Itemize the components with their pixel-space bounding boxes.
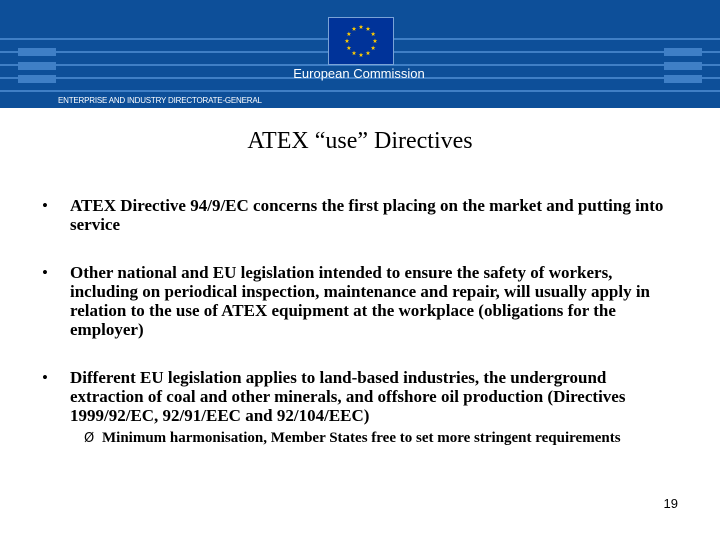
header-block: [664, 62, 702, 70]
slide-title: ATEX “use” Directives: [247, 128, 473, 154]
bullet-text: Other national and EU legislation intended to ensure the safety of workers, including on periodical inspection, maintenance and repair, will usually apply in relation to the use of ATEX equipment at the workplace (obligations for the employer): [70, 263, 651, 339]
flag-star: [371, 46, 376, 50]
flag-star: [359, 25, 364, 29]
bullet-item: [42, 196, 682, 234]
bullet-dot: •: [42, 368, 48, 387]
sub-bullet-text: Minimum harmonisation, Member States free to set more stringent requirements: [102, 430, 621, 446]
header-block: [664, 48, 702, 56]
flag-star: [345, 39, 350, 43]
bullet-dot: •: [42, 263, 48, 282]
bullet-text: ATEX Directive 94/9/EC concerns the first placing on the market and putting into service: [70, 196, 664, 234]
bullet-dot: •: [42, 196, 48, 215]
header-block: [18, 62, 56, 70]
header-block: [664, 75, 702, 83]
eu-flag-logo: [328, 17, 394, 65]
sub-bullet-item: [84, 430, 684, 447]
flag-star: [373, 39, 378, 43]
eu-stars-icon: [329, 18, 393, 64]
flag-star: [359, 53, 364, 57]
flag-star: [347, 32, 352, 36]
organization-name: European Commission: [293, 66, 425, 81]
flag-star: [352, 26, 357, 30]
directorate-name: ENTERPRISE AND INDUSTRY DIRECTORATE-GENERAL: [58, 96, 262, 105]
bullet-text: Different EU legislation applies to land-based industries, the underground extraction of coal and other minerals, and offshore oil production (Directives 1999/92/EC, 92/91/EEC and 92/104/EEC): [70, 368, 626, 425]
bullet-item: [42, 263, 682, 339]
arrow-bullet-icon: Ø: [84, 431, 95, 446]
flag-star: [371, 32, 376, 36]
flag-star: [352, 51, 357, 55]
header-stripe: [0, 90, 720, 92]
page-number: 19: [663, 496, 678, 511]
header-block: [18, 75, 56, 83]
header-block: [18, 48, 56, 56]
header-banner: [0, 0, 720, 108]
flag-star: [366, 51, 371, 55]
bullet-item: [42, 368, 682, 425]
flag-star: [366, 26, 371, 30]
flag-star: [347, 46, 352, 50]
